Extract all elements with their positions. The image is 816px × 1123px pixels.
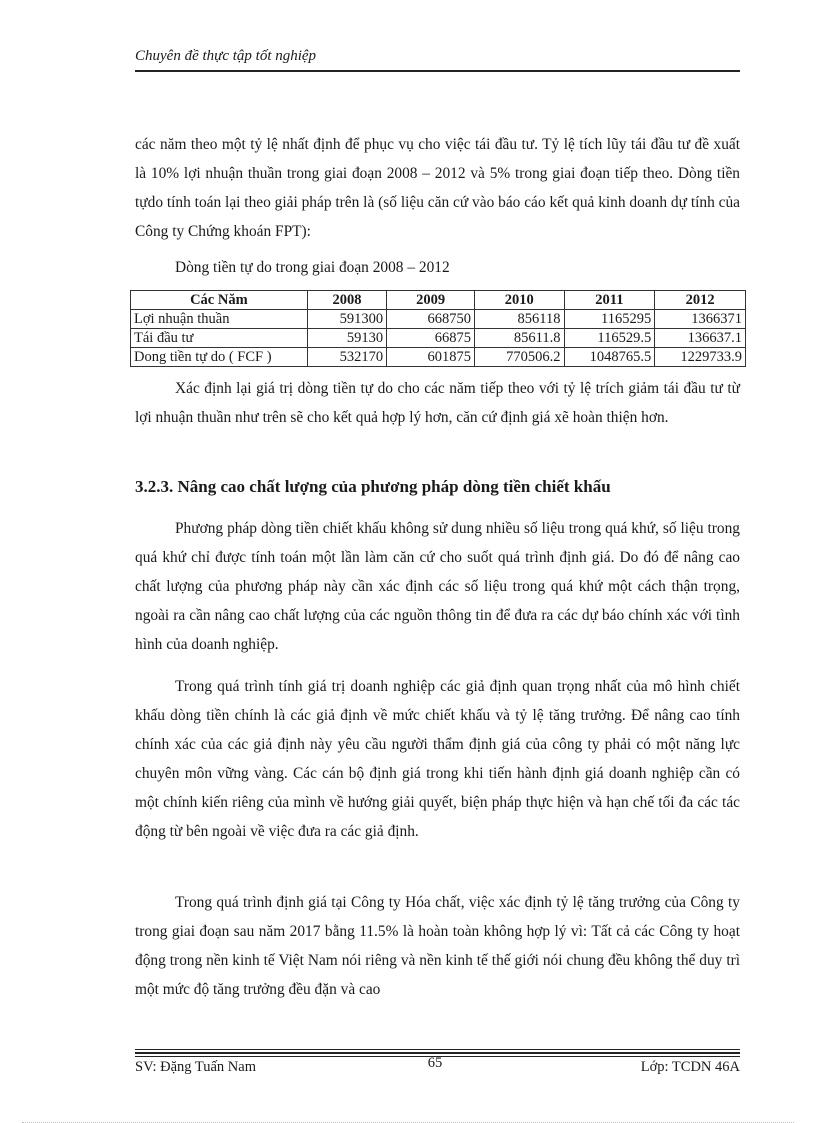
table-cell: 856118 [474, 310, 564, 329]
header-rule [135, 70, 740, 72]
table-cell: Dong tiền tự do ( FCF ) [131, 348, 308, 367]
table-cell: 591300 [307, 310, 386, 329]
footer-rule [135, 1052, 740, 1054]
table-cell: Tái đầu tư [131, 329, 308, 348]
table-cell: 116529.5 [564, 329, 655, 348]
table-caption: Dòng tiền tự do trong giai đoạn 2008 – 2012 [175, 259, 450, 276]
table-cell: 1229733.9 [655, 348, 746, 367]
paragraph-5: Trong quá trình định giá tại Công ty Hóa chất, việc xác định tỷ lệ tăng trưởng của Công ty trong giai đoạn sau năm 2017 bằng 11.5% là hoàn toàn không hợp lý vì: Tất cả các Công ty hoạt động trong nền kinh tế Việt Nam nói riêng và nền kinh tế thế giới nói chung đều không thể duy trì một mức độ tăng trưởng đều đặn và cao [135, 894, 740, 998]
table-header-cell: 2012 [655, 291, 746, 310]
table-cell: 59130 [307, 329, 386, 348]
table-header-cell: 2011 [564, 291, 655, 310]
table-cell: 770506.2 [474, 348, 564, 367]
table-cell: 1165295 [564, 310, 655, 329]
table-cell: 85611.8 [474, 329, 564, 348]
page-number: 65 [427, 1055, 443, 1071]
table-cell: 1048765.5 [564, 348, 655, 367]
table-cell: 601875 [387, 348, 475, 367]
table-header-cell: Các Năm [131, 291, 308, 310]
table-header-cell: 2010 [474, 291, 564, 310]
footer-student-name: SV: Đặng Tuấn Nam [135, 1059, 256, 1075]
table-header-row [131, 291, 746, 310]
table-cell: 1366371 [655, 310, 746, 329]
table-header-cell: 2008 [307, 291, 386, 310]
paragraph-1: các năm theo một tỷ lệ nhất định để phục vụ cho việc tái đầu tư. Tỷ lệ tích lũy tái đầu tư đề xuất là 10% lợi nhuận thuần trong giai đoạn 2008 – 2012 và 5% trong giai đoạn tiếp theo. Dòng tiền tựdo tính toán lại theo giải pháp trên là (số liệu căn cứ vào báo cáo kết quả kinh doanh dự tính của Công ty Chứng khoán FPT): [135, 136, 740, 240]
paragraph-2: Xác định lại giá trị dòng tiền tự do cho các năm tiếp theo với tỷ lệ trích giảm tái đầu tư từ lợi nhuận thuần như trên sẽ cho kết quả hợp lý hơn, căn cứ định giá xẽ hoàn thiện hơn. [135, 380, 740, 426]
footer-class: Lớp: TCDN 46A [640, 1059, 740, 1075]
free-cash-flow-table [130, 290, 746, 367]
section-heading: 3.2.3. Nâng cao chất lượng của phương pháp dòng tiền chiết khấu [135, 477, 611, 496]
table-cell: 66875 [387, 329, 475, 348]
table-cell: 668750 [387, 310, 475, 329]
table-cell: 532170 [307, 348, 386, 367]
footer-rule [135, 1049, 740, 1050]
table-row [131, 310, 746, 329]
paragraph-3: Phương pháp dòng tiền chiết khấu không sử dung nhiều số liệu trong quá khứ, số liệu trong quá khứ chỉ được tính toán một lần làm căn cứ cho suốt quá trình định giá. Do đó để nâng cao chất lượng của phương pháp này cần xác định các số liệu trong quá khứ một cách thận trọng, ngoài ra cần nâng cao chất lượng của các nguồn thông tin để đưa ra các dự báo chính xác với tình hình của doanh nghiệp. [135, 520, 740, 653]
table-row [131, 329, 746, 348]
paragraph-4: Trong quá trình tính giá trị doanh nghiệp các giả định quan trọng nhất của mô hình chiết khấu dòng tiền chính là các giả định về mức chiết khấu và tỷ lệ tăng trưởng. Để nâng cao tính chính xác của các giả định này yêu cầu người thẩm định giá của công ty phải có một năng lực chuyên môn vững vàng. Các cán bộ định giá trong khi tiến hành định giá doanh nghiệp cần có một chính kiến riêng của mình về hướng giải quyết, biện pháp thực hiện và hạn chế tối đa các tác động từ bên ngoài về việc đưa ra các giả định. [135, 678, 740, 840]
table-cell: 136637.1 [655, 329, 746, 348]
table-cell: Lợi nhuận thuần [131, 310, 308, 329]
page-header-title: Chuyên đề thực tập tốt nghiệp [135, 48, 317, 64]
table-row [131, 348, 746, 367]
table-header-cell: 2009 [387, 291, 475, 310]
